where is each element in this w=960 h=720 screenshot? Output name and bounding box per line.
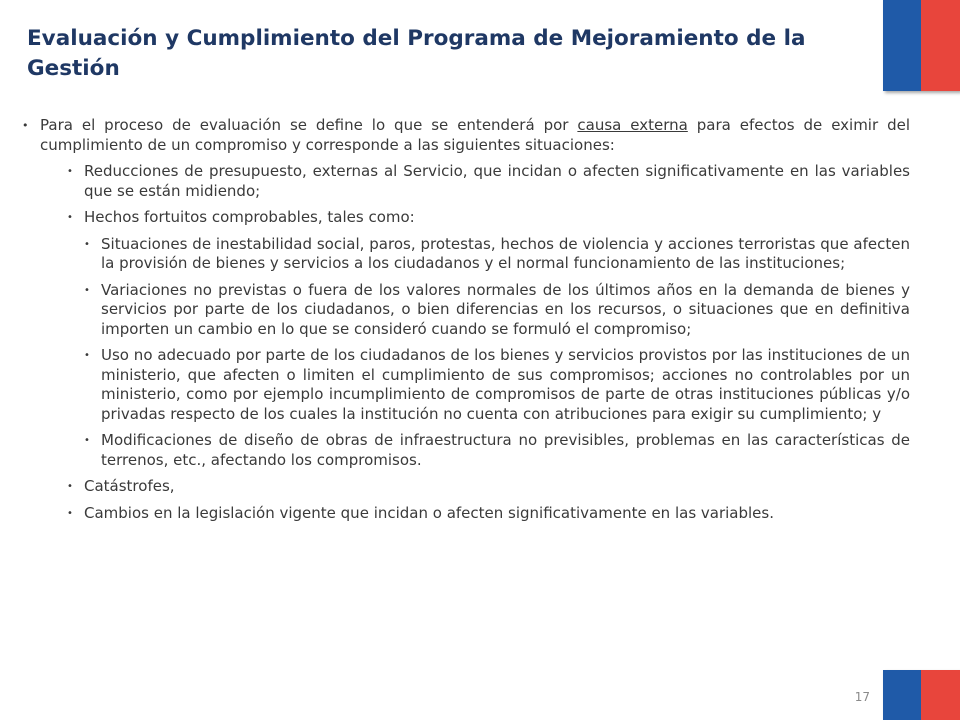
slide-body (22, 116, 910, 530)
intro-text-before: Para el proceso de evaluación se define lo que se entenderá por (40, 116, 578, 134)
page-number: 17 (854, 690, 870, 704)
bullet-icon: • (67, 507, 73, 519)
bullet-intro (22, 116, 910, 155)
list-item (67, 477, 910, 497)
bullet-icon: • (84, 238, 90, 250)
list-item (67, 503, 910, 524)
chile-flag-logo-top (883, 0, 960, 91)
sub-list-item (84, 280, 910, 340)
sub-list-item-text: Situaciones de inestabilidad social, paros, protestas, hechos de violencia y acciones terroristas que afecten la provisión de bienes y servicios a los ciudadanos y el normal funcionamiento de las instituciones; (101, 234, 910, 272)
sub-list-item-text: Uso no adecuado por parte de los ciudadanos de los bienes y servicios provistos por las instituciones de un ministerio, que afecten o limiten el cumplimiento de sus compromisos; acciones no controlables por un ministerio, como por ejemplo incumplimiento de compromisos de parte de otras instituciones públicas y/o privadas respecto de los cuales la institución no cuenta con atribuciones para exigir su cumplimiento; y (101, 346, 910, 423)
chile-flag-logo-bottom (883, 670, 960, 720)
bullet-icon: • (67, 212, 73, 223)
intro-underlined-term: causa externa (577, 116, 688, 134)
list-item (67, 162, 910, 201)
bullet-icon: • (67, 481, 73, 492)
list-item-text: Cambios en la legislación vigente que incidan o afecten significativamente en las variables. (84, 503, 774, 522)
bullet-icon: • (22, 119, 29, 132)
list-item-text: Catástrofes, (84, 477, 175, 495)
bullet-icon: • (84, 435, 90, 446)
sub-list-item-text: Modificaciones de diseño de obras de infraestructura no previsibles, problemas en las características de terrenos, etc., afectando los compromisos. (101, 431, 910, 469)
sub-list-item (84, 431, 910, 470)
sub-list-item-text: Variaciones no previstas o fuera de los valores normales de los últimos años en la demanda de bienes y servicios por parte de los ciudadanos, o bien diferencias en los recursos, o situaciones que en definitiva importen un cambio en lo que se consideró cuando se formuló el compromiso; (101, 280, 910, 338)
intro-text-after: para efectos de eximir del cumplimiento de un compromiso y corresponde a las siguientes situaciones: (40, 116, 910, 154)
list-item-text: Hechos fortuitos comprobables, tales como: (84, 208, 415, 226)
slide-title: Evaluación y Cumplimiento del Programa de Mejoramiento de la Gestión (27, 26, 806, 81)
list-item (67, 208, 910, 228)
sub-list-item (84, 234, 910, 274)
bullet-icon: • (84, 284, 90, 296)
list-item-text: Reducciones de presupuesto, externas al Servicio, que incidan o afecten significativamente en las variables que se están midiendo; (84, 162, 910, 200)
sub-list-item (84, 346, 910, 424)
bullet-icon: • (67, 166, 73, 177)
bullet-icon: • (84, 350, 90, 361)
